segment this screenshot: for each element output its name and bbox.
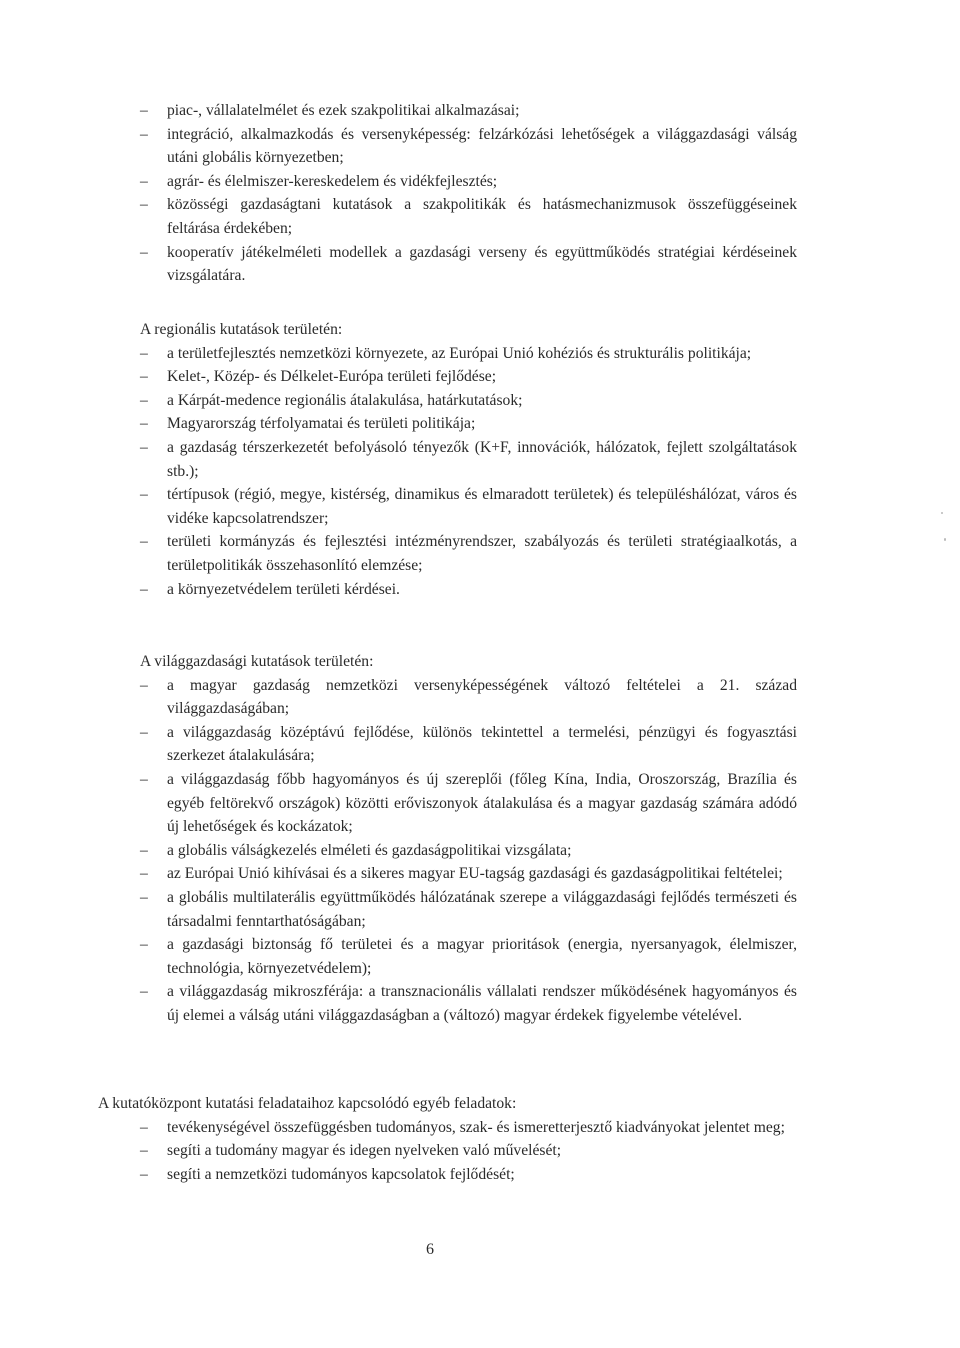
bullet-dash: –: [140, 486, 148, 504]
intro-list-item: [140, 99, 797, 123]
list-item-text: a magyar gazdaság nemzetközi versenyképességének változó feltételei a 21. század világgazdaságában;: [167, 676, 797, 718]
regional-list-item: [140, 365, 797, 389]
bullet-dash: –: [140, 676, 148, 694]
list-item-text: segíti a tudomány magyar és idegen nyelveken való művelését;: [167, 1142, 562, 1160]
bullet-dash: –: [140, 865, 148, 883]
bullet-dash: –: [140, 983, 148, 1001]
other-tasks-section: [98, 1092, 798, 1186]
bullet-dash: –: [140, 580, 148, 598]
bullet-dash: –: [140, 125, 148, 143]
bullet-dash: –: [140, 723, 148, 741]
intro-list-item: [140, 241, 797, 288]
list-item-text: a globális multilaterális együttműködés hálózatának szerepe a világgazdasági fejlődés természeti és társadalmi fenntarthatóságában;: [167, 888, 797, 930]
bullet-dash: –: [140, 1142, 148, 1160]
regional-list: [140, 342, 797, 602]
bullet-dash: –: [140, 243, 148, 261]
other-tasks-heading: A kutatóközpont kutatási feladataihoz kapcsolódó egyéb feladatok:: [98, 1095, 517, 1112]
bullet-dash: –: [140, 1118, 148, 1136]
list-item-text: területi kormányzás és fejlesztési intézményrendszer, szabályozás és területi stratégiaalkotás, a területpolitikák összehasonlító elemzése;: [167, 533, 797, 574]
bullet-dash: –: [140, 391, 148, 409]
regional-list-item: [140, 389, 797, 413]
list-item-text: a gazdasági biztonság fő területei és a magyar prioritások (energia, nyersanyagok, élelmiszer, technológia, környezetvédelem);: [167, 936, 797, 977]
intro-list: [140, 99, 797, 288]
regional-list-item: [140, 483, 797, 530]
scan-specks: [940, 510, 948, 550]
other-task-list-item: [140, 1139, 798, 1163]
world-list-item: [140, 721, 797, 768]
bullet-dash: –: [140, 841, 148, 859]
bullet-dash: –: [140, 368, 148, 386]
world-list-item: [140, 862, 797, 886]
bullet-dash: –: [140, 172, 148, 190]
other-tasks-list: [98, 1116, 798, 1187]
list-item-text: segíti a nemzetközi tudományos kapcsolatok fejlődését;: [167, 1165, 515, 1183]
list-item-text: tevékenységével összefüggésben tudományos, szak- és ismeretterjesztő kiadványokat jelentet meg;: [167, 1118, 785, 1136]
bullet-dash: –: [140, 102, 148, 119]
list-item-text: a globális válságkezelés elméleti és gazdaságpolitikai vizsgálata;: [167, 841, 572, 859]
regional-list-item: [140, 578, 797, 602]
page-number: 6: [426, 1241, 434, 1258]
list-item-text: a világgazdaság főbb hagyományos és új szereplői (főleg Kína, India, Oroszország, Brazília és egyéb feltörekvő országok) közötti erőviszonyok átalakulása és a magyar gazdaság számára adódó új lehetőségek és kockázatok;: [167, 770, 797, 836]
list-item-text: kooperatív játékelméleti modellek a gazdasági verseny és együttműködés stratégiai kérdéseinek vizsgálatára.: [167, 243, 797, 285]
list-item-text: Magyarország térfolyamatai és területi politikája;: [167, 415, 476, 433]
world-list-item: [140, 839, 797, 863]
list-item-text: integráció, alkalmazkodás és versenyképesség: felzárkózási lehetőségek a világgazdasági válság utáni globális környezetben;: [167, 125, 797, 167]
list-item-text: közösségi gazdaságtani kutatások a szakpolitikák és hatásmechanizmusok összefüggéseinek feltárása érdekében;: [167, 196, 797, 237]
list-item-text: a gazdaság térszerkezetét befolyásoló tényezők (K+F, innovációk, hálózatok, fejlett szolgáltatások stb.);: [167, 438, 797, 480]
other-task-list-item: [140, 1116, 798, 1140]
world-list-item: [140, 886, 797, 933]
other-task-list-item: [140, 1163, 798, 1187]
list-item-text: a területfejlesztés nemzetközi környezete, az Európai Unió kohéziós és strukturális politikája;: [167, 344, 752, 362]
bullet-dash: –: [140, 1165, 148, 1183]
world-list-item: [140, 674, 797, 721]
list-item-text: piac-, vállalatelmélet és ezek szakpolitikai alkalmazásai;: [167, 102, 520, 119]
list-item-text: a világgazdaság mikroszférája: a transznacionális vállalati rendszer működésének hagyományos és új elemei a válság utáni világgazdaságban a (változó) magyar érdekek figyelembe vételével.: [167, 983, 797, 1024]
world-list: [140, 674, 797, 1028]
regional-list-item: [140, 530, 797, 577]
intro-section: [140, 99, 797, 288]
regional-list-item: [140, 412, 797, 436]
intro-list-item: [140, 193, 797, 240]
world-list-item: [140, 933, 797, 980]
list-item-text: az Európai Unió kihívásai és a sikeres magyar EU-tagság gazdasági és gazdaságpolitikai feltételei;: [167, 865, 783, 883]
bullet-dash: –: [140, 344, 148, 362]
regional-section: [140, 318, 797, 601]
bullet-dash: –: [140, 415, 148, 433]
bullet-dash: –: [140, 438, 148, 456]
list-item-text: a Kárpát-medence regionális átalakulása, határkutatások;: [167, 391, 523, 409]
bullet-dash: –: [140, 888, 148, 906]
list-item-text: Kelet-, Közép- és Délkelet-Európa területi fejlődése;: [167, 368, 497, 386]
bullet-dash: –: [140, 533, 148, 551]
world-section: [140, 650, 797, 1028]
world-list-item: [140, 980, 797, 1027]
regional-list-item: [140, 436, 797, 483]
world-list-item: [140, 768, 797, 839]
bullet-dash: –: [140, 196, 148, 214]
list-item-text: tértípusok (régió, megye, kistérség, dinamikus és elmaradott területek) és településhálózat, város és vidéke kapcsolatrendszer;: [167, 486, 797, 527]
regional-heading: A regionális kutatások területén:: [140, 321, 343, 338]
list-item-text: a környezetvédelem területi kérdései.: [167, 580, 400, 598]
bullet-dash: –: [140, 770, 148, 788]
list-item-text: agrár- és élelmiszer-kereskedelem és vidékfejlesztés;: [167, 172, 498, 190]
regional-list-item: [140, 342, 797, 366]
bullet-dash: –: [140, 936, 148, 954]
intro-list-item: [140, 170, 797, 194]
intro-list-item: [140, 123, 797, 170]
list-item-text: a világgazdaság középtávú fejlődése, különös tekintettel a termelési, pénzügyi és fogyasztási szerkezet átalakulására;: [167, 723, 797, 765]
world-heading: A világgazdasági kutatások területén:: [140, 653, 374, 670]
